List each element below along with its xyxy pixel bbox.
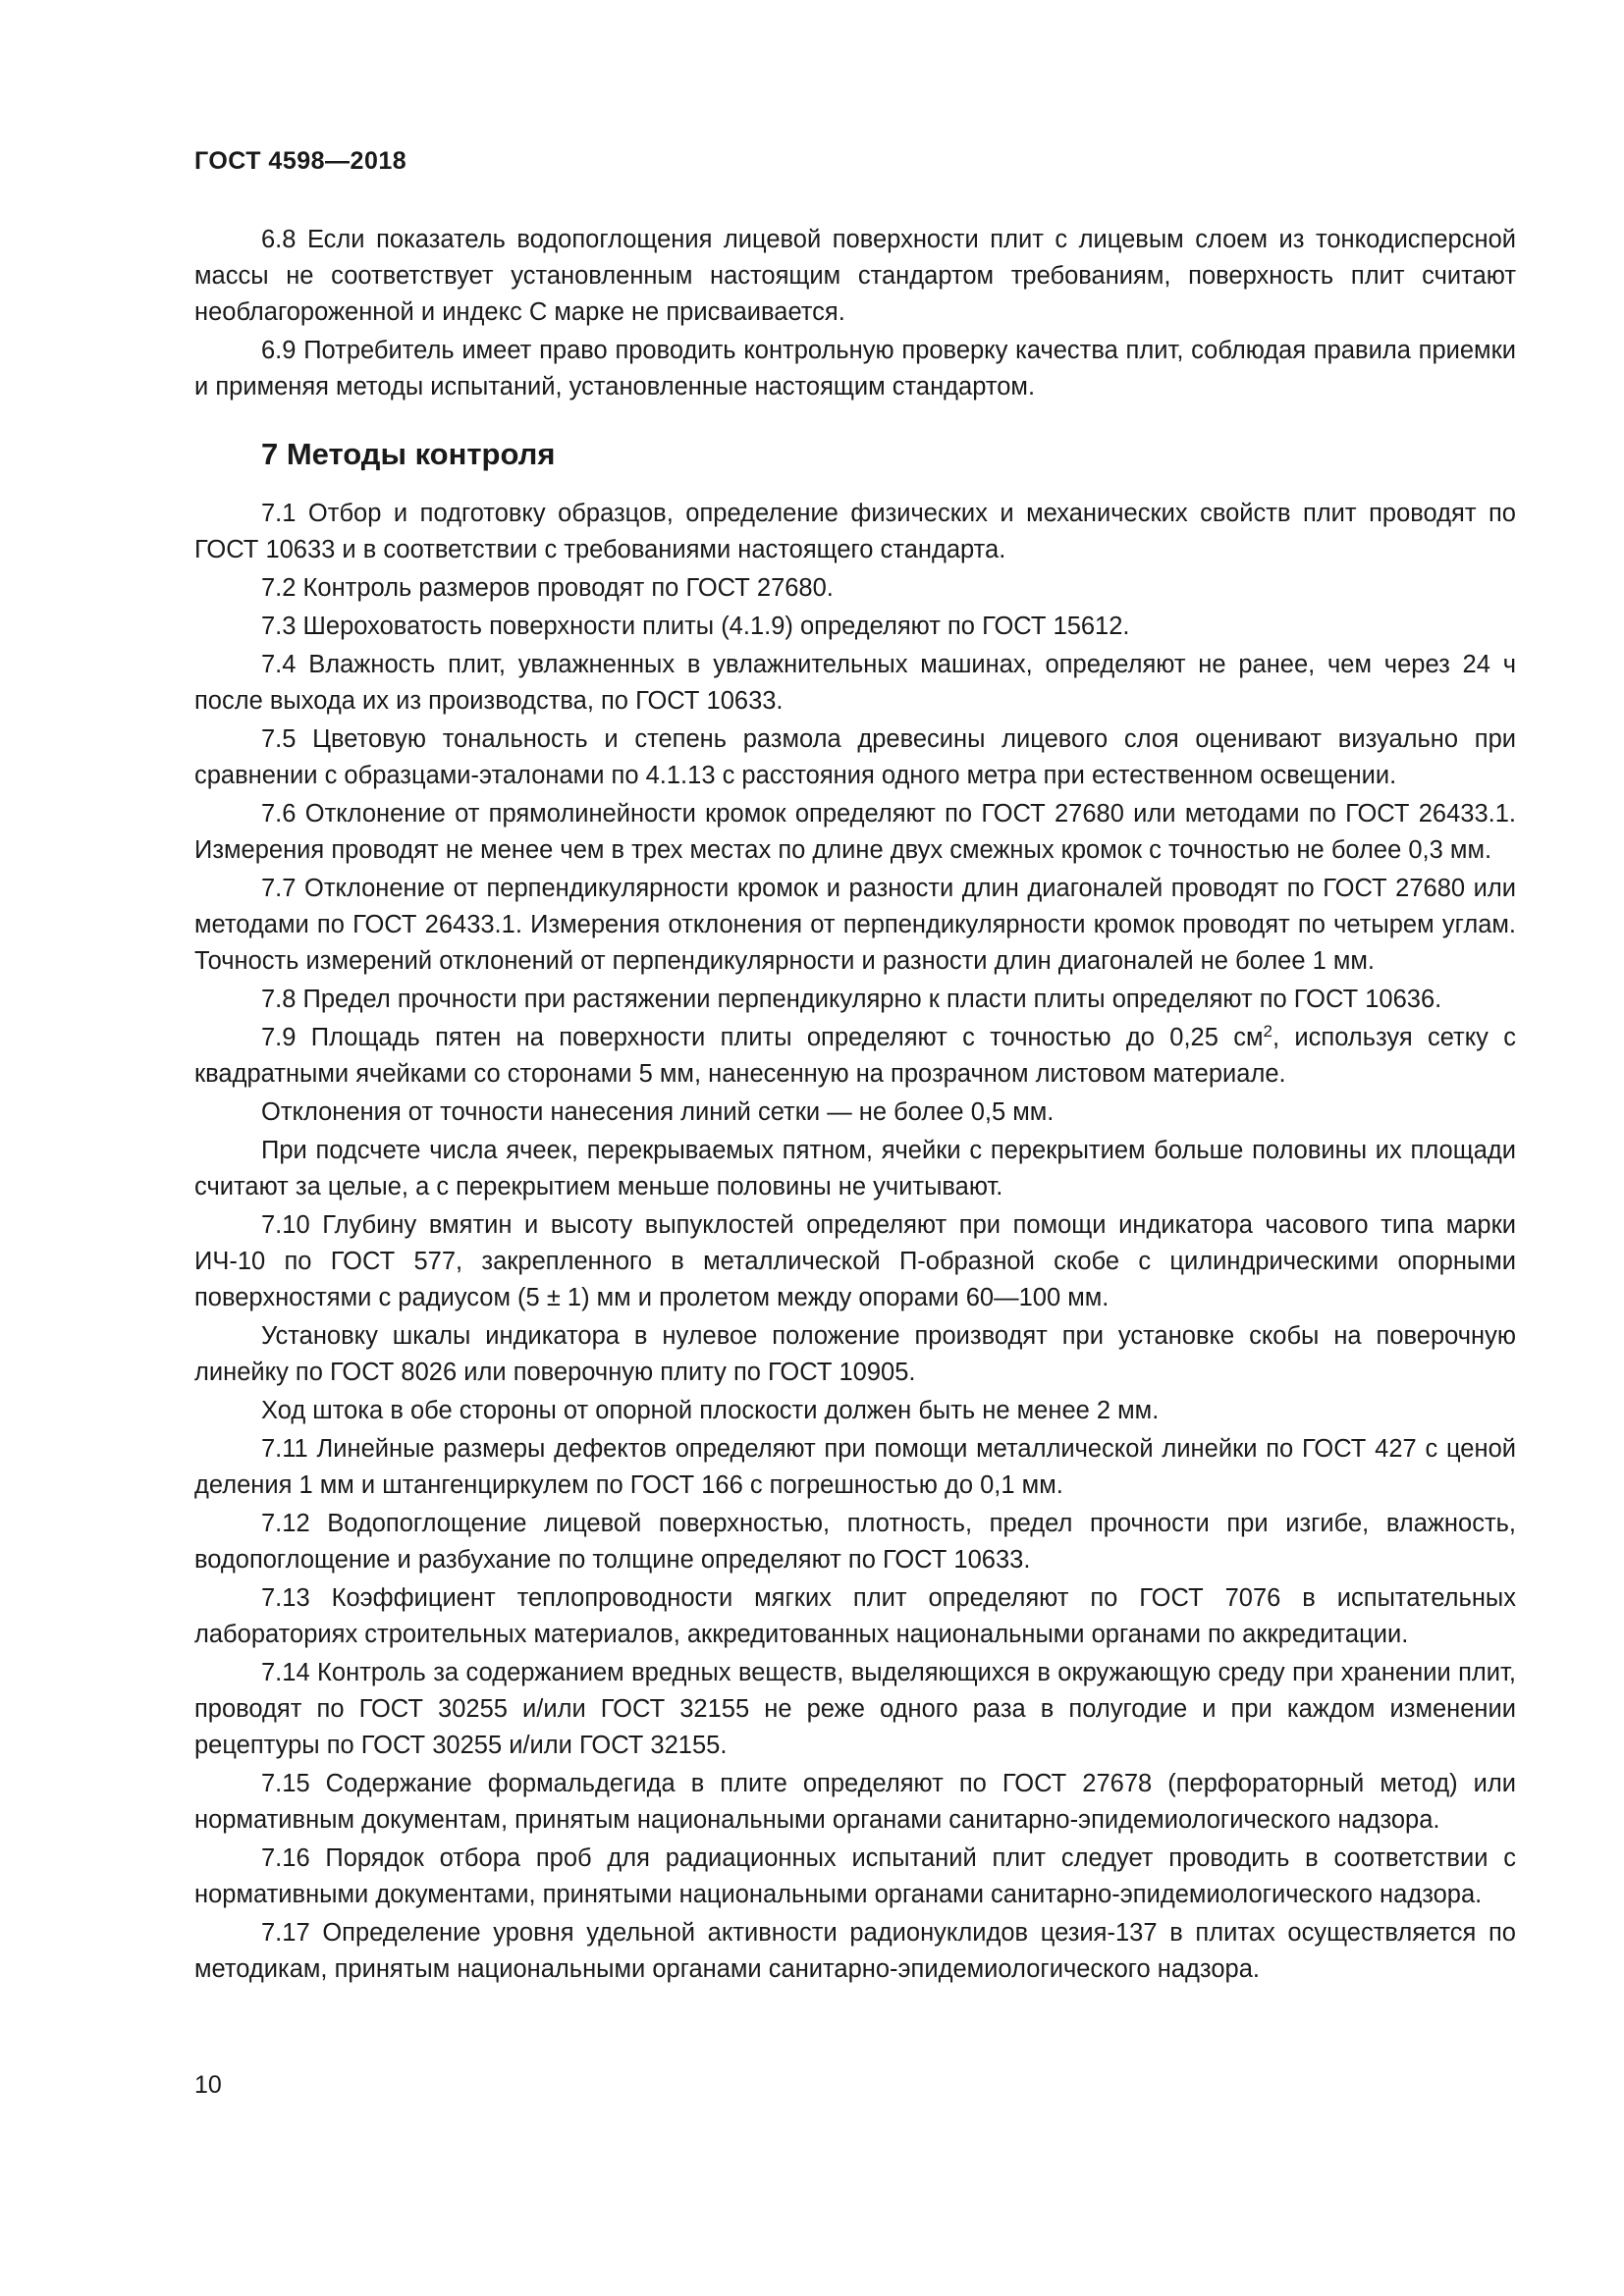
paragraph-7-2: 7.2 Контроль размеров проводят по ГОСТ 27680. xyxy=(261,574,834,602)
paragraph-7-8: 7.8 Предел прочности при растяжении перпендикулярно к пласти плиты определяют по ГОСТ 10636. xyxy=(261,986,1442,1013)
section-heading: 7 Методы контроля xyxy=(261,437,556,471)
paragraph-7-14: 7.14 Контроль за содержанием вредных веществ, выделяющихся в окружающую среду при хранении плит, проводят по ГОСТ 30255 и/или ГОСТ 32155 не реже одного раза в полугодие и при каждом изменении рецептуры по ГОСТ 30255 и/или ГОСТ 32155. xyxy=(194,1659,1516,1759)
paragraph-7-3: 7.3 Шероховатость поверхности плиты (4.1.9) определяют по ГОСТ 15612. xyxy=(261,613,1130,640)
page-number: 10 xyxy=(194,2071,222,2099)
paragraph-6-8: 6.8 Если показатель водопоглощения лицевой поверхности плит с лицевым слоем из тонкодисперсной массы не соответствует установленным настоящим стандартом требованиям, поверхность плит считают необлагороженной и индекс С марке не присваивается. xyxy=(194,226,1516,326)
paragraph-7-17: 7.17 Определение уровня удельной активности радионуклидов цезия-137 в плитах осуществляется по методикам, принятым национальными органами санитарно-эпидемиологического надзора. xyxy=(194,1919,1516,1983)
paragraph-7-7: 7.7 Отклонение от перпендикулярности кромок и разности длин диагоналей проводят по ГОСТ 27680 или методами по ГОСТ 26433.1. Измерения отклонения от перпендикулярности кромок проводят по четырем углам. Точность измерений отклонений от перпендикулярности и разности длин диагоналей не более 1 мм. xyxy=(194,875,1516,975)
paragraph-7-6: 7.6 Отклонение от прямолинейности кромок определяют по ГОСТ 27680 или методами по ГОСТ 26433.1. Измерения проводят не менее чем в трех местах по длине двух смежных кромок с точностью не более 0,3 мм. xyxy=(194,800,1516,864)
paragraph-7-9-counting: При подсчете числа ячеек, перекрываемых пятном, ячейки с перекрытием больше половины их площади считают за целые, а с перекрытием меньше половины не учитывают. xyxy=(194,1137,1516,1201)
paragraph-7-10: 7.10 Глубину вмятин и высоту выпуклостей определяют при помощи индикатора часового типа марки ИЧ-10 по ГОСТ 577, закрепленного в металлической П-образной скобе с цилиндрическими опорными поверхностями с радиусом (5 ± 1) мм и пролетом между опорами 60—100 мм. xyxy=(194,1211,1516,1311)
paragraph-7-9-text-a: 7.9 Площадь пятен на поверхности плиты определяют с точностью до 0,25 см xyxy=(261,1024,1264,1051)
paragraph-7-15: 7.15 Содержание формальдегида в плите определяют по ГОСТ 27678 (перфораторный метод) или нормативным документам, принятым национальными органами санитарно-эпидемиологического надзора. xyxy=(194,1770,1516,1834)
paragraph-7-10-scale: Установку шкалы индикатора в нулевое положение производят при установке скобы на поверочную линейку по ГОСТ 8026 или поверочную плиту по ГОСТ 10905. xyxy=(194,1322,1516,1386)
paragraph-6-9: 6.9 Потребитель имеет право проводить контрольную проверку качества плит, соблюдая правила приемки и применяя методы испытаний, установленные настоящим стандартом. xyxy=(194,337,1516,400)
paragraph-7-1: 7.1 Отбор и подготовку образцов, определение физических и механических свойств плит проводят по ГОСТ 10633 и в соответствии с требованиями настоящего стандарта. xyxy=(194,500,1516,563)
paragraph-7-4: 7.4 Влажность плит, увлажненных в увлажнительных машинах, определяют не ранее, чем через 24 ч после выхода их из производства, по ГОСТ 10633. xyxy=(194,651,1516,715)
document-header: ГОСТ 4598—2018 xyxy=(194,147,407,175)
paragraph-7-13: 7.13 Коэффициент теплопроводности мягких плит определяют по ГОСТ 7076 в испытательных лабораториях строительных материалов, аккредитованных национальными органами по аккредитации. xyxy=(194,1584,1516,1648)
paragraph-7-12: 7.12 Водопоглощение лицевой поверхностью, плотность, предел прочности при изгибе, влажность, водопоглощение и разбухание по толщине определяют по ГОСТ 10633. xyxy=(194,1510,1516,1574)
page-body xyxy=(194,222,1516,1988)
paragraph-7-9-tolerance: Отклонения от точности нанесения линий сетки — не более 0,5 мм. xyxy=(261,1098,1055,1126)
paragraph-7-16: 7.16 Порядок отбора проб для радиационных испытаний плит следует проводить в соответствии с нормативными документами, принятыми национальными органами санитарно-эпидемиологического надзора. xyxy=(194,1844,1516,1908)
paragraph-7-9-text-b: , используя сетку с квадратными ячейками со сторонами 5 мм, нанесенную на прозрачном листовом материале. xyxy=(194,1024,1516,1088)
paragraph-7-5: 7.5 Цветовую тональность и степень размола древесины лицевого слоя оценивают визуально при сравнении с образцами-эталонами по 4.1.13 с расстояния одного метра при естественном освещении. xyxy=(194,725,1516,789)
paragraph-7-11: 7.11 Линейные размеры дефектов определяют при помощи металлической линейки по ГОСТ 427 с ценой деления 1 мм и штангенциркулем по ГОСТ 166 с погрешностью до 0,1 мм. xyxy=(194,1435,1516,1499)
superscript-2: 2 xyxy=(1263,1022,1272,1041)
paragraph-7-9 xyxy=(194,1020,1516,1093)
paragraph-7-10-stroke: Ход штока в обе стороны от опорной плоскости должен быть не менее 2 мм. xyxy=(261,1397,1160,1424)
